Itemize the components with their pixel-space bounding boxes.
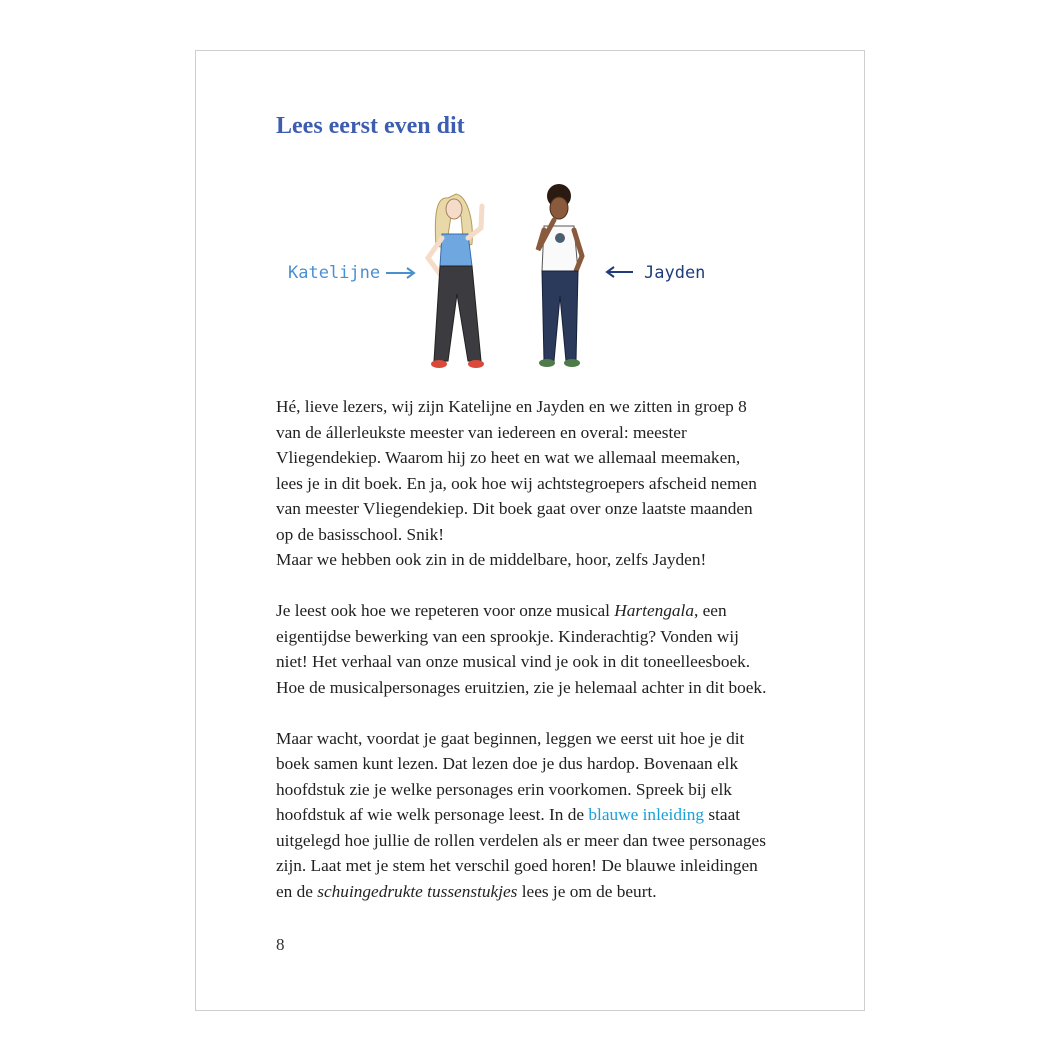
page-title: Lees eerst even dit — [276, 113, 465, 139]
page-number: 8 — [276, 935, 285, 954]
jayden-label: Jayden — [644, 263, 706, 283]
text-segment: , een — [693, 601, 727, 620]
text-line: Maar wacht, voordat je gaat beginnen, leggen we eerst uit hoe je dit — [276, 728, 745, 748]
text-line: uitgelegd hoe jullie de rollen verdelen als er meer dan twee personages — [276, 830, 766, 850]
illustration — [276, 176, 756, 376]
text-line: op de basisschool. Snik! — [276, 524, 445, 544]
text-line — [276, 598, 806, 624]
paragraph-intro — [276, 394, 806, 573]
musical-title: Hartengala — [614, 601, 694, 620]
text-line: hoofdstuk zie je welke personages erin voorkomen. Spreek bij elk — [276, 779, 732, 799]
text-line: niet! Het verhaal van onze musical vind je ook in dit toneelleesboek. — [276, 652, 751, 671]
text-segment: lees je om de beurt. — [517, 881, 657, 901]
text-line: Vliegendekiep. Waarom hij zo heet en wat we allemaal meemaken, — [276, 448, 741, 467]
text-line: Hé, lieve lezers, wij zijn Katelijne en Jayden en we zitten in groep 8 — [276, 397, 747, 416]
text-line: boek samen kunt lezen. Dat lezen doe je dus hardop. Bovenaan elk — [276, 754, 739, 773]
text-segment: en de — [276, 881, 318, 901]
text-line: Hoe de musicalpersonages eruitzien, zie je helemaal achter in dit boek. — [276, 677, 767, 697]
paragraph-instructions — [276, 726, 806, 905]
text-line: zijn. Laat met je stem het verschil goed horen! De blauwe inleidingen — [276, 856, 758, 875]
text-segment: staat — [704, 805, 741, 824]
katelijne-figure — [428, 194, 484, 368]
italic-term: schuingedrukte tussenstukjes — [317, 881, 518, 901]
text-line: lees je in dit boek. En ja, ook hoe wij achtstegroepers afscheid nemen — [276, 473, 757, 493]
text-line: eigentijdse bewerking van een sprookje. Kinderachtig? Vonden wij — [276, 626, 739, 646]
text-segment: hoofdstuk af wie welk personage leest. In de — [276, 805, 589, 824]
text-line: Maar we hebben ook zin in de middelbare, hoor, zelfs Jayden! — [276, 550, 707, 569]
arrow-left-icon — [607, 267, 633, 277]
body-text — [276, 394, 806, 930]
text-line: van de állerleukste meester van iedereen en overal: meester — [276, 422, 687, 442]
text-line: van meester Vliegendekiep. Dit boek gaat over onze laatste maanden — [276, 499, 753, 518]
text-segment: Je leest ook hoe we repeteren voor onze musical — [276, 601, 615, 620]
book-page — [195, 50, 865, 1011]
blauwe-inleiding-highlight: blauwe inleiding — [588, 805, 705, 824]
jayden-figure — [538, 184, 582, 367]
arrow-right-icon — [386, 268, 414, 278]
text-line — [276, 802, 806, 828]
text-line — [276, 879, 806, 905]
katelijne-label: Katelijne — [288, 263, 381, 283]
paragraph-musical — [276, 598, 806, 700]
